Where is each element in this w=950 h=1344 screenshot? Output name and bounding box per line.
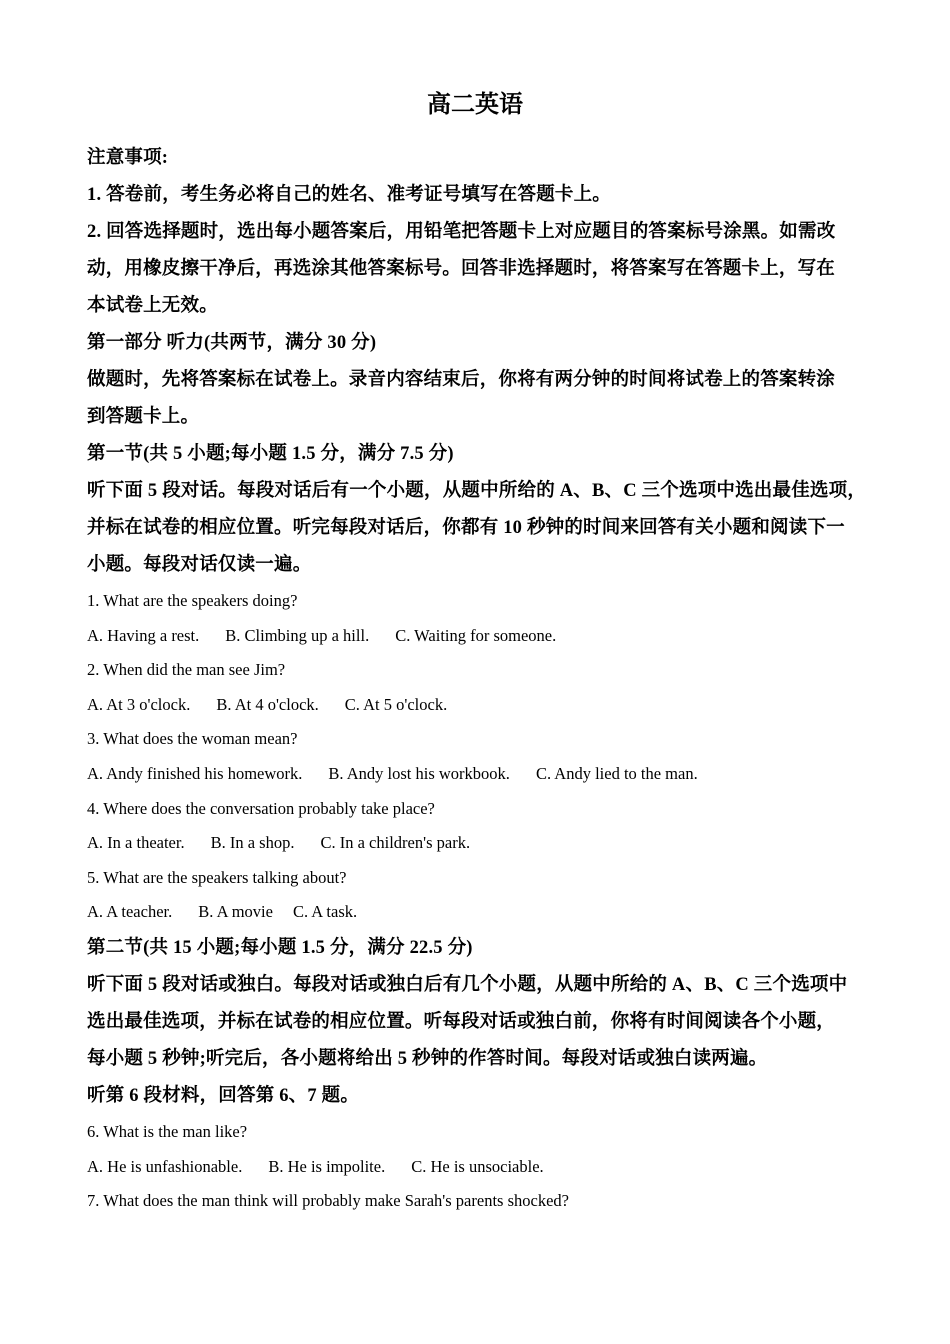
notice-item-2-line-3: 本试卷上无效。 bbox=[87, 296, 218, 316]
question-1-options bbox=[87, 619, 877, 654]
question-4-options bbox=[87, 826, 877, 861]
option-a: A. In a theater. bbox=[87, 833, 185, 853]
page-title: 高二英语 bbox=[427, 92, 523, 118]
notice-item-1: 1. 答卷前，考生务必将自己的姓名、准考证号填写在答题卡上。 bbox=[87, 185, 612, 205]
option-a: A. A teacher. bbox=[87, 902, 173, 922]
option-c: C. In a children's park. bbox=[320, 833, 471, 853]
part1-instruction-line-2: 到答题卡上。 bbox=[87, 407, 200, 427]
option-c: C. Andy lied to the man. bbox=[535, 763, 698, 783]
question-7: 7. What does the man think will probably make Sarah's parents shocked? bbox=[87, 1191, 569, 1211]
section1-instruction-line-1: 听下面 5 段对话。每段对话后有一个小题，从题中所给的 A、B、C 三个选项中选出最佳选项， bbox=[87, 481, 867, 501]
question-3-options bbox=[87, 757, 877, 792]
option-a: A. Having a rest. bbox=[87, 625, 200, 645]
question-1: 1. What are the speakers doing? bbox=[87, 591, 298, 610]
option-a: A. He is unfashionable. bbox=[87, 1156, 243, 1176]
material-6-heading: 听第 6 段材料，回答第 6、7 题。 bbox=[87, 1085, 360, 1106]
question-4: 4. Where does the conversation probably take place? bbox=[87, 798, 435, 818]
section2-instruction-line-2: 选出最佳选项，并标在试卷的相应位置。听每段对话或独白前，你将有时间阅读各个小题， bbox=[87, 1011, 836, 1032]
option-b: B. Andy lost his workbook. bbox=[328, 763, 510, 783]
notice-item-2-line-1: 2. 回答选择题时，选出每小题答案后，用铅笔把答题卡上对应题目的答案标号涂黑。如需改 bbox=[87, 222, 836, 242]
option-b: B. A movie bbox=[198, 902, 273, 922]
section2-instruction-line-3: 每小题 5 秒钟;听完后，各小题将给出 5 秒钟的作答时间。每段对话或独白读两遍。 bbox=[87, 1048, 768, 1069]
section1-instruction-line-2: 并标在试卷的相应位置。听完每段对话后，你都有 10 秒钟的时间来回答有关小题和阅读下一 bbox=[87, 518, 845, 538]
part1-instruction-line-1: 做题时，先将答案标在试卷上。录音内容结束后，你将有两分钟的时间将试卷上的答案转涂 bbox=[87, 370, 836, 390]
question-6-options bbox=[87, 1150, 877, 1185]
option-c: C. He is unsociable. bbox=[411, 1156, 544, 1176]
option-c: C. A task. bbox=[292, 902, 358, 922]
part1-heading: 第一部分 听力(共两节，满分 30 分) bbox=[87, 333, 377, 353]
question-6: 6. What is the man like? bbox=[87, 1121, 248, 1141]
section2-heading: 第二节(共 15 小题;每小题 1.5 分，满分 22.5 分) bbox=[87, 937, 473, 958]
question-5-options bbox=[87, 895, 877, 930]
question-5: 5. What are the speakers talking about? bbox=[87, 867, 347, 887]
option-a: A. At 3 o'clock. bbox=[87, 694, 191, 714]
option-b: B. At 4 o'clock. bbox=[216, 694, 319, 714]
section2-instruction-line-1: 听下面 5 段对话或独白。每段对话或独白后有几个小题，从题中所给的 A、B、C 三个选项中 bbox=[87, 974, 848, 995]
exam-content bbox=[87, 140, 877, 1219]
option-c: C. Waiting for someone. bbox=[395, 625, 557, 645]
section1-instruction-line-3: 小题。每段对话仅读一遍。 bbox=[87, 555, 312, 575]
question-2-options bbox=[87, 688, 877, 723]
question-3: 3. What does the woman mean? bbox=[87, 729, 298, 749]
notice-heading: 注意事项: bbox=[87, 148, 169, 168]
notice-item-2-line-2: 动，用橡皮擦干净后，再选涂其他答案标号。回答非选择题时，将答案写在答题卡上，写在 bbox=[87, 259, 836, 279]
section1-heading: 第一节(共 5 小题;每小题 1.5 分，满分 7.5 分) bbox=[87, 444, 454, 464]
option-b: B. He is impolite. bbox=[268, 1156, 386, 1176]
question-2: 2. When did the man see Jim? bbox=[87, 660, 286, 680]
option-b: B. In a shop. bbox=[210, 833, 295, 853]
option-b: B. Climbing up a hill. bbox=[225, 625, 370, 645]
option-c: C. At 5 o'clock. bbox=[344, 694, 448, 714]
option-a: A. Andy finished his homework. bbox=[87, 763, 303, 783]
